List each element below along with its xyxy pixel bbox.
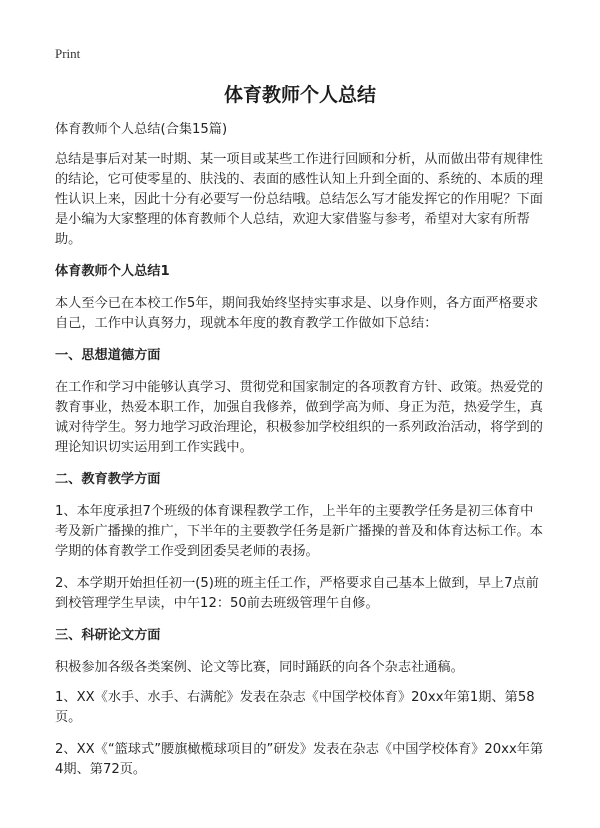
research-paragraph-1: 积极参加各级各类案例、论文等比赛，同时踊跃的向各个杂志社通稿。: [55, 660, 464, 675]
document-body: [55, 120, 546, 792]
heading-teaching: 二、教育教学方面: [55, 472, 161, 487]
document-subtitle: 体育教师个人总结(合集15篇): [55, 122, 228, 137]
teaching-paragraph-1: 1、本年度承担7个班级的体育课程教学工作，上半年的主要教学任务是初三体育中考及新广播操的推广，下半年的主要教学任务是新广播操的普及和体育达标工作。本学期的体育教学工作受到团委吴老师的表扬。: [55, 504, 543, 559]
research-paragraph-2: 1、XX《水手、水手、右满舵》发表在杂志《中国学校体育》20xx年第1期、第58页。: [55, 690, 535, 725]
section-intro-paragraph: 本人至今已在本校工作5年，期间我始终坚持实事求是、以身作则，各方面严格要求自己，工作中认真努力，现就本年度的教育教学工作做如下总结：: [55, 296, 539, 331]
heading-research: 三、科研论文方面: [55, 628, 161, 643]
teaching-paragraph-2: 2、本学期开始担任初一(5)班的班主任工作，严格要求自己基本上做到，早上7点前到校管理学生早读，中午12：50前去班级管理午自修。: [55, 576, 539, 611]
heading-moral: 一、思想道德方面: [55, 348, 161, 363]
research-paragraph-3: 2、XX《“篮球式”腰旗橄榄球项目的”研发》发表在杂志《中国学校体育》20xx年第4期、第72页。: [55, 742, 544, 777]
moral-paragraph: 在工作和学习中能够认真学习、贯彻党和国家制定的各项教育方针、政策。热爱党的教育事业，热爱本职工作，加强自我修养，做到学高为师、身正为范，热爱学生，真诚对待学生。努力地学习政治理论，积极参加学校组织的一系列政治活动，将学到的理论知识切实运用到工作实践中。: [55, 380, 543, 455]
section-title: 体育教师个人总结1: [55, 264, 170, 279]
page-title: 体育教师个人总结: [223, 84, 376, 106]
intro-paragraph: 总结是事后对某一时期、某一项目或某些工作进行回顾和分析，从而做出带有规律性的结论，它可使零星的、肤浅的、表面的感性认知上升到全面的、系统的、本质的理性认识上来，因此十分有必要写一份总结哦。总结怎么写才能发挥它的作用呢？下面是小编为大家整理的体育教师个人总结，欢迎大家借鉴与参考，希望对大家有所帮助。: [55, 152, 543, 247]
print-link[interactable]: Print: [55, 46, 81, 61]
